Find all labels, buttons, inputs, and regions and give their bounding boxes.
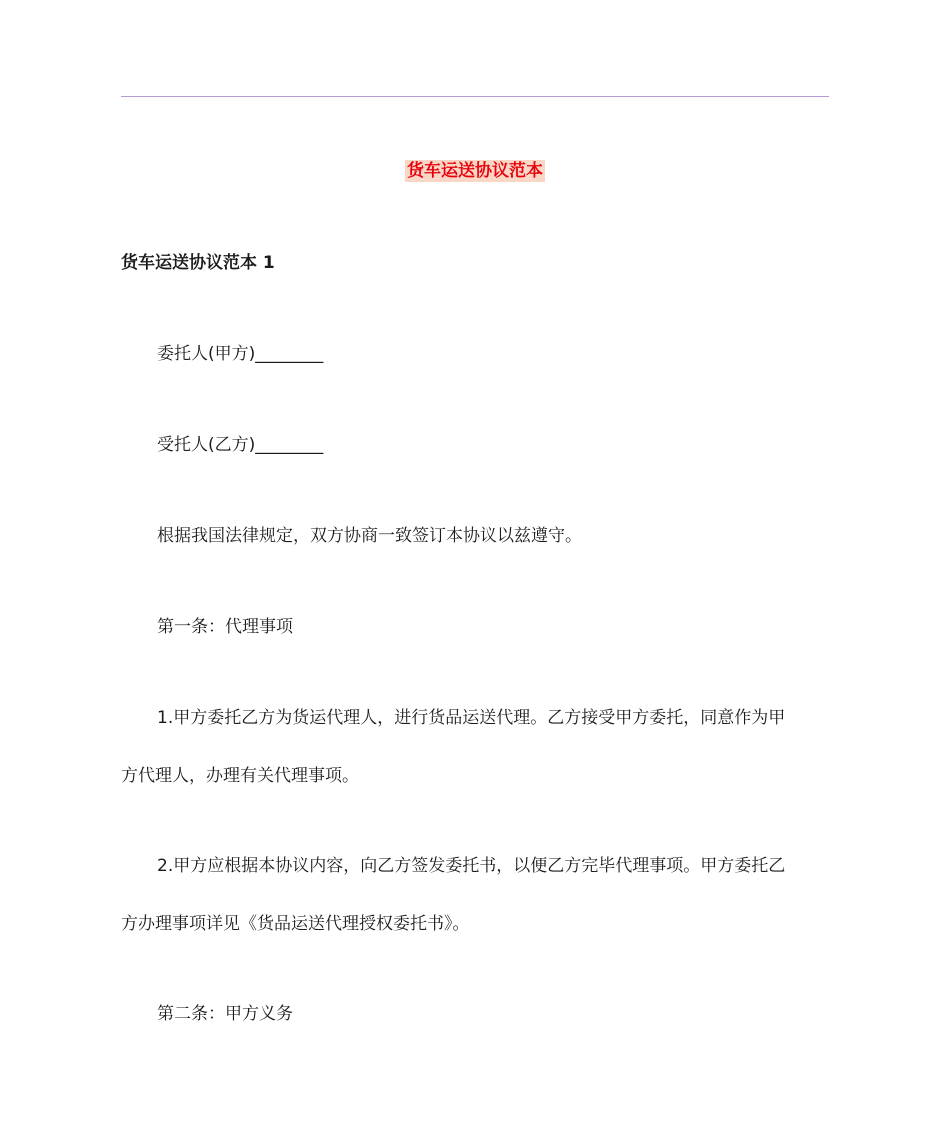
article-one-clause-1-line-1: 1.甲方委托乙方为货运代理人，进行货品运送代理。乙方接受甲方委托，同意作为甲 — [157, 708, 786, 728]
article-one-clause-1-line-2: 方代理人，办理有关代理事项。 — [121, 766, 359, 786]
paragraph-preamble: 根据我国法律规定，双方协商一致签订本协议以兹遵守。 — [157, 526, 582, 546]
paragraph-client: 委托人(甲方)________ — [157, 344, 324, 364]
article-two-heading: 第二条：甲方义务 — [157, 1004, 293, 1024]
document-title-text: 货车运送协议范本 — [407, 161, 543, 181]
article-one-clause-2-line-2: 方办理事项详见《货品运送代理授权委托书》。 — [121, 914, 470, 934]
document-title — [0, 159, 950, 183]
article-one-heading: 第一条：代理事项 — [157, 617, 293, 637]
paragraph-trustee: 受托人(乙方)________ — [157, 435, 324, 455]
article-one-clause-2-line-1: 2.甲方应根据本协议内容，向乙方签发委托书，以便乙方完毕代理事项。甲方委托乙 — [157, 856, 786, 876]
section-heading: 货车运送协议范本 1 — [121, 253, 275, 273]
header-divider — [121, 96, 829, 97]
